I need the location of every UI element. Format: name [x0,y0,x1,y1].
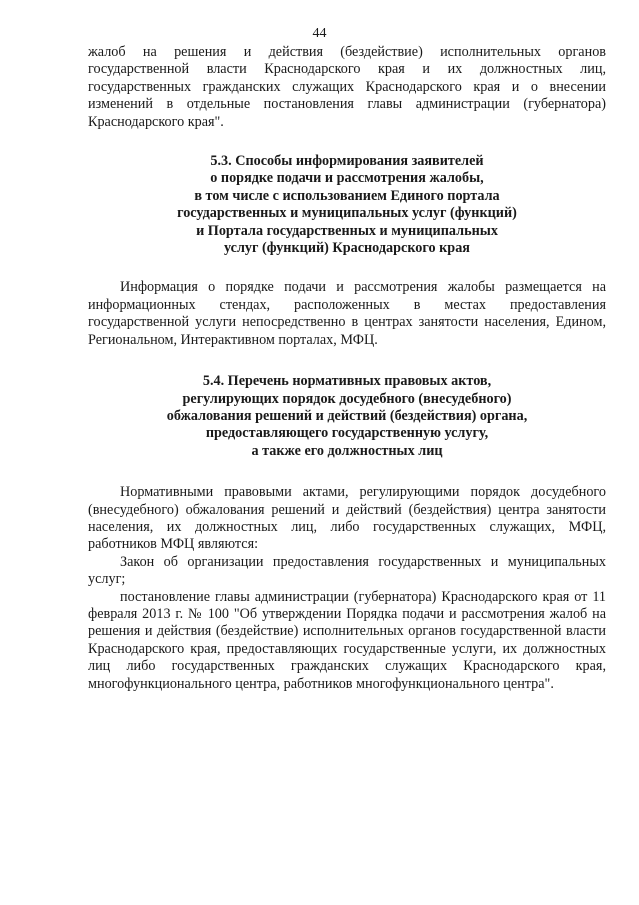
heading-line: в том числе с использованием Единого портала [194,187,500,204]
section-5-4-paragraph: постановление главы администрации (губернатора) Краснодарского края от 11 февраля 2013 г. № 100 "Об утверждении Порядка подачи и рассмотрения жалоб на решения и действия (бездействие) исполнительных органов государственной власти Краснодарского края, предоставляющих государственные услуги, их должностных лиц либо государственных гражданских служащих Краснодарского края, многофункционального центра, работников многофункционального центра". [88,588,606,692]
heading-line: государственных и муниципальных услуг (функций) [177,205,517,222]
heading-line: предоставляющего государственную услугу, [205,425,489,442]
heading-line: обжалования решений и действий (бездействия) органа, [166,407,528,424]
heading-line: услуг (функций) Краснодарского края [224,240,470,257]
document-body [88,44,606,693]
page-number: 44 [312,26,327,41]
intro-paragraph: жалоб на решения и действия (бездействие) исполнительных органов государственной власти Краснодарского края и их должностных лиц, государственных гражданских служащих Краснодарского края и о внесении изменений в отдельные постановления главы администрации (губернатора) Краснодарского края". [88,44,606,130]
heading-line: 5.3. Способы информирования заявителей [210,153,484,170]
section-5-4-heading [88,373,606,460]
heading-line: 5.4. Перечень нормативных правовых актов, [202,373,492,390]
heading-line: о порядке подачи и рассмотрения жалобы, [210,170,484,187]
heading-line: регулирующих порядок досудебного (внесудебного) [182,390,512,407]
section-5-3-heading [88,153,606,257]
section-5-4-paragraph: Нормативными правовыми актами, регулирующими порядок досудебного (внесудебного) обжалования решений и действий (бездействия) центра занятости населения, их должностных лиц, либо государственных служащих, МФЦ, работников МФЦ являются: [88,484,606,553]
section-5-3-paragraph: Информация о порядке подачи и рассмотрения жалобы размещается на информационных стендах, расположенных в местах предоставления государственной услуги непосредственно в центрах занятости населения, Едином, Региональном, Интерактивном порталах, МФЦ. [88,279,606,348]
heading-line: и Портала государственных и муниципальных [196,222,498,239]
section-5-4-paragraph: Закон об организации предоставления государственных и муниципальных услуг; [88,553,606,588]
heading-line: а также его должностных лиц [251,442,443,459]
